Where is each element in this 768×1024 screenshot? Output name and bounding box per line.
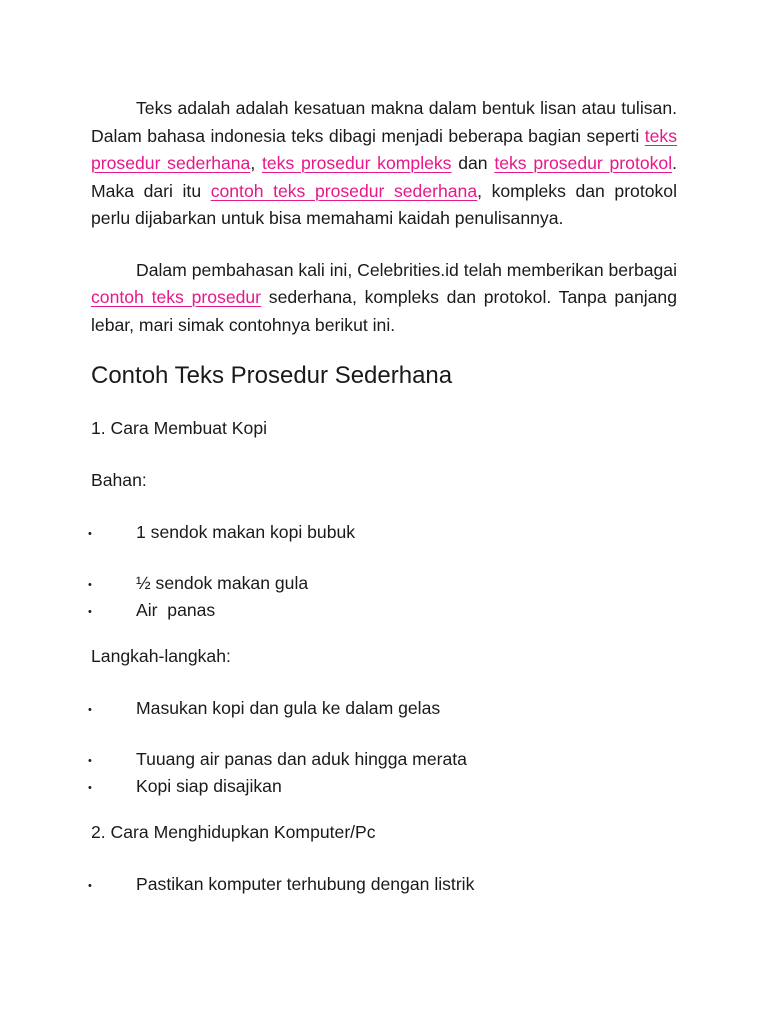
- list-item-text: Kopi siap disajikan: [136, 776, 282, 796]
- list-item-text: ½ sendok makan gula: [136, 573, 309, 593]
- list-item: [88, 572, 677, 594]
- list-item-text: 1 sendok makan kopi bubuk: [136, 522, 356, 542]
- link-teks-prosedur-sederhana[interactable]: teks prosedur sederhana: [91, 125, 677, 173]
- bullet-icon: •: [88, 880, 92, 892]
- materials-label: Bahan:: [91, 470, 147, 490]
- list-item-text: Pastikan komputer terhubung dengan listrik: [136, 874, 475, 894]
- list-item: [88, 873, 677, 895]
- text-run: ,: [250, 153, 262, 173]
- list-item: [88, 697, 677, 719]
- link-teks-prosedur-protokol[interactable]: teks prosedur protokol: [494, 153, 673, 173]
- document-page: [88, 95, 677, 895]
- link-teks-prosedur-kompleks[interactable]: teks prosedur kompleks: [261, 153, 452, 173]
- text-run: dan: [451, 153, 495, 173]
- procedure-2-title: 2. Cara Menghidupkan Komputer/Pc: [91, 822, 376, 842]
- text-run: . Maka dari itu: [91, 153, 677, 201]
- steps-label: Langkah-langkah:: [91, 646, 231, 666]
- section-heading: Contoh Teks Prosedur Sederhana: [91, 362, 453, 389]
- text-run: Teks adalah adalah kesatuan makna dalam bentuk lisan atau tulisan. Dalam bahasa indonesia teks dibagi menjadi beberapa bagian seperti: [91, 98, 677, 146]
- list-item: [88, 599, 677, 621]
- link-contoh-teks-prosedur-sederhana[interactable]: contoh teks prosedur sederhana: [210, 180, 478, 201]
- bullet-icon: •: [88, 528, 92, 540]
- list-item: [88, 748, 677, 770]
- text-run: , kompleks dan protokol perlu dijabarkan untuk bisa memahami kaidah penulisannya.: [91, 180, 677, 228]
- text-run: Dalam pembahasan kali ini, Celebrities.id telah memberikan berbagai: [136, 259, 677, 280]
- bullet-icon: •: [88, 579, 92, 591]
- bullet-icon: •: [88, 606, 92, 618]
- materials-list: [88, 521, 677, 621]
- procedure-2-steps-list: [88, 873, 677, 895]
- bullet-icon: •: [88, 755, 92, 767]
- intro-paragraph-2: [91, 257, 677, 340]
- intro-paragraph-1: [91, 95, 677, 233]
- steps-list: [88, 697, 677, 797]
- procedure-1-title: 1. Cara Membuat Kopi: [91, 418, 268, 438]
- link-contoh-teks-prosedur[interactable]: contoh teks prosedur: [91, 287, 262, 307]
- list-item: [88, 521, 677, 543]
- list-item-text: Tuuang air panas dan aduk hingga merata: [136, 749, 467, 769]
- bullet-icon: •: [88, 782, 92, 794]
- bullet-icon: •: [88, 704, 92, 716]
- list-item-text: Masukan kopi dan gula ke dalam gelas: [136, 698, 441, 718]
- text-run: sederhana, kompleks dan protokol. Tanpa panjang lebar, mari simak contohnya berikut ini.: [91, 287, 677, 335]
- list-item: [88, 775, 677, 797]
- list-item-text: Air panas: [136, 600, 216, 620]
